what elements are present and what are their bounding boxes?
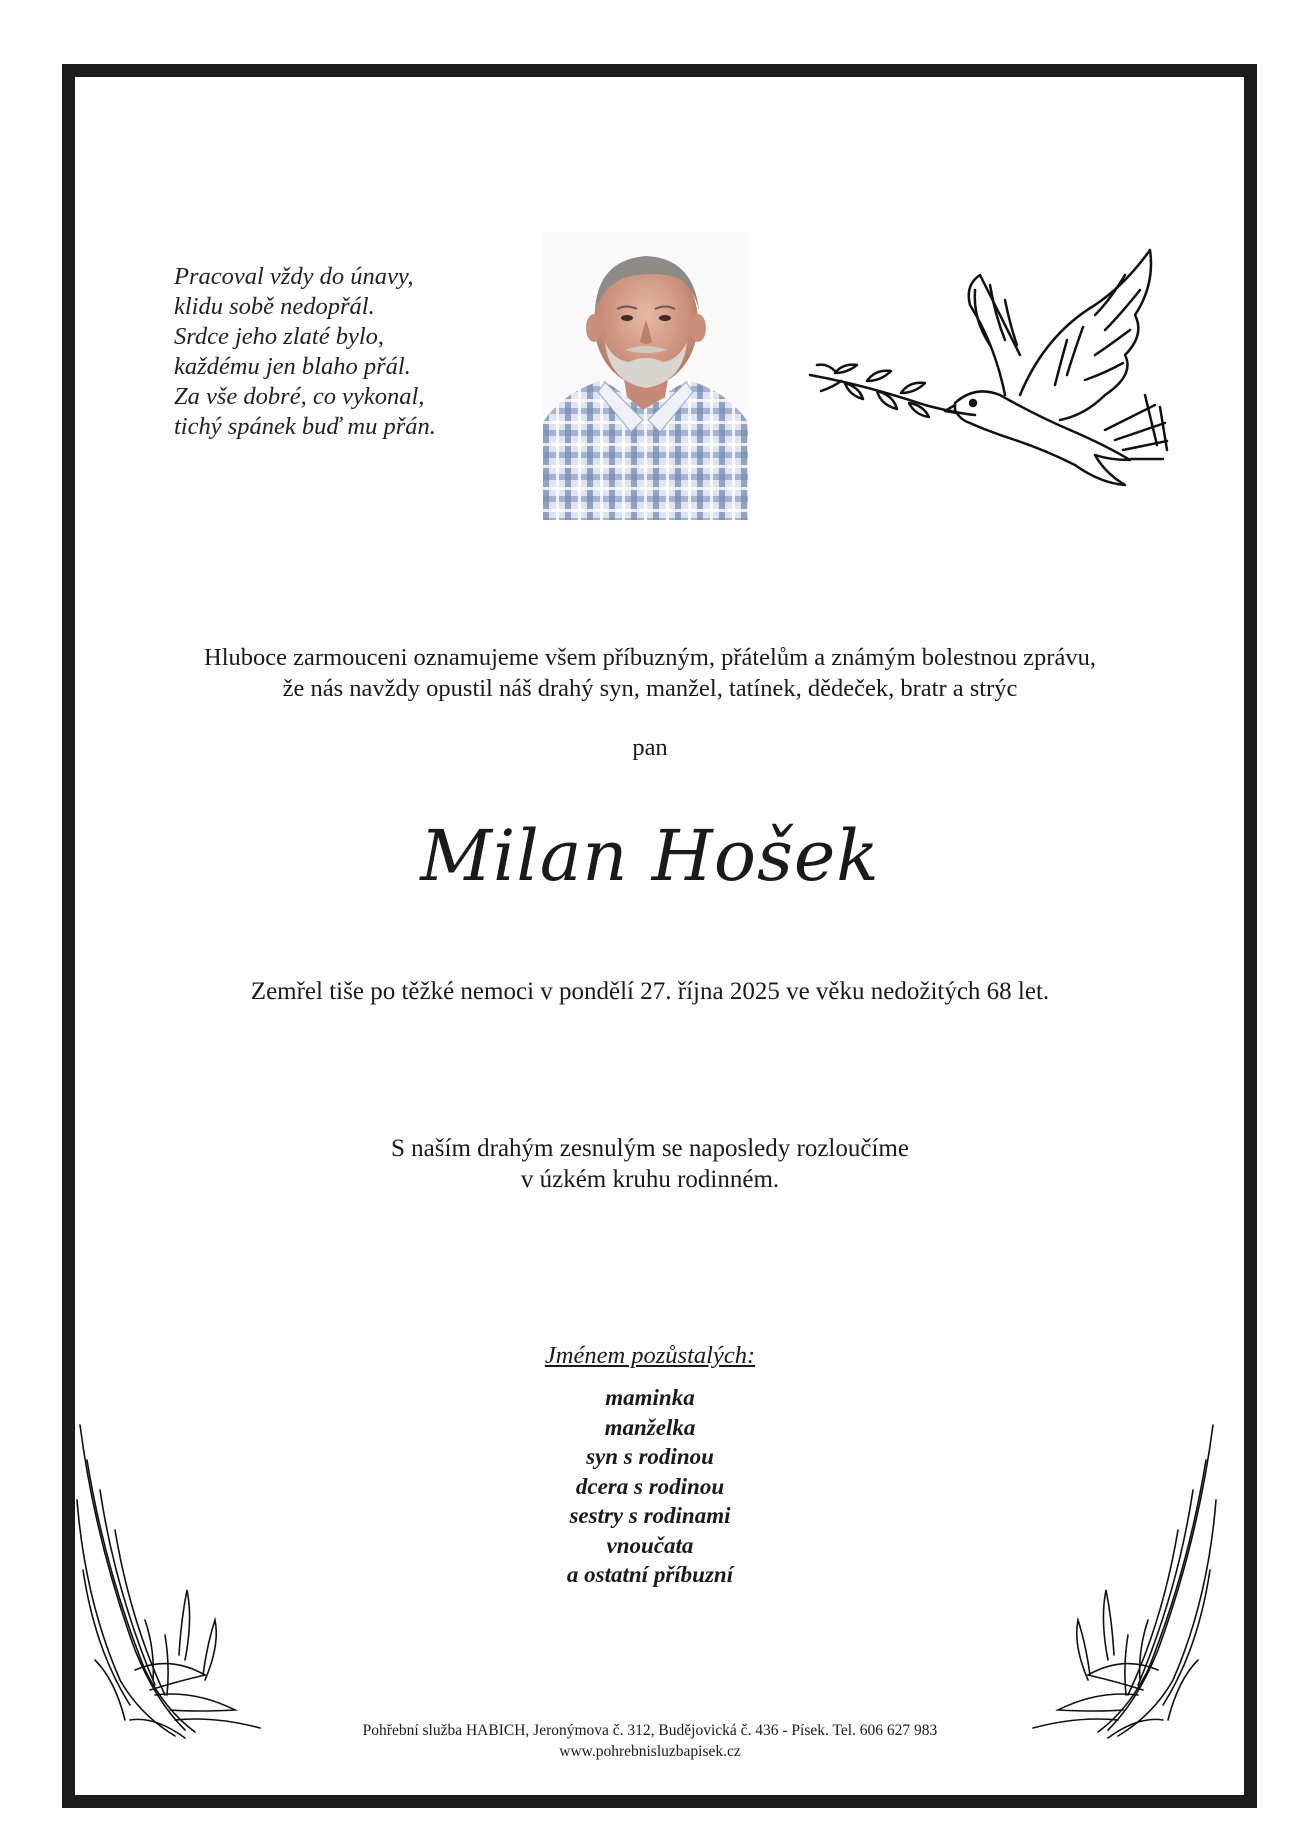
death-notice: Zemřel tiše po těžké nemoci v pondělí 27. října 2025 ve věku nedožitých 68 let. <box>250 978 1050 1005</box>
dove-with-olive-branch-icon <box>805 245 1185 495</box>
survivor-item: a ostatní příbuzní <box>566 1562 734 1587</box>
poem-line: Srdce jeho zlaté bylo, <box>174 323 385 350</box>
announcement-line: Hluboce zarmouceni oznamujeme všem příbuzným, přátelům a známým bolestnou zprávu, <box>204 644 1096 671</box>
funeral-service-footer <box>0 1720 1300 1762</box>
portrait-photo <box>543 232 748 520</box>
poem-line: každému jen blaho přál. <box>174 353 411 380</box>
poem-line: tichý spánek buď mu přán. <box>174 413 436 440</box>
grass-ornament-icon <box>75 1420 265 1745</box>
deceased-name: Milan Hošek <box>420 815 880 897</box>
farewell-line: v úzkém kruhu rodinném. <box>520 1166 780 1193</box>
survivor-item: maminka <box>605 1385 695 1410</box>
poem-line: Za vše dobré, co vykonal, <box>174 383 425 410</box>
farewell-line: S naším drahým zesnulým se naposledy rozloučíme <box>391 1135 909 1162</box>
survivor-item: dcera s rodinou <box>575 1473 725 1499</box>
farewell-text <box>0 1133 1300 1195</box>
survivor-item: manželka <box>604 1414 696 1440</box>
survivors-heading: Jménem pozůstalých: <box>544 1342 756 1369</box>
title-word: pan <box>632 734 668 761</box>
announcement-line: že nás navždy opustil náš drahý syn, manžel, tatínek, dědeček, bratr a strýc <box>282 675 1018 702</box>
survivor-item: vnoučata <box>606 1532 694 1558</box>
poem-line: klidu sobě nedopřál. <box>174 293 375 320</box>
poem <box>174 262 504 442</box>
survivor-item: syn s rodinou <box>586 1444 714 1469</box>
survivor-item: sestry s rodinami <box>569 1503 731 1528</box>
grass-ornament-icon <box>1028 1420 1218 1745</box>
poem-line: Pracoval vždy do únavy, <box>174 263 414 290</box>
announcement-text <box>0 642 1300 704</box>
footer-address: Pohřební služba HABICH, Jeronýmova č. 312, Budějovická č. 436 - Písek. Tel. 606 627 983 <box>362 1722 938 1739</box>
footer-website[interactable]: www.pohrebnisluzbapisek.cz <box>559 1743 741 1760</box>
